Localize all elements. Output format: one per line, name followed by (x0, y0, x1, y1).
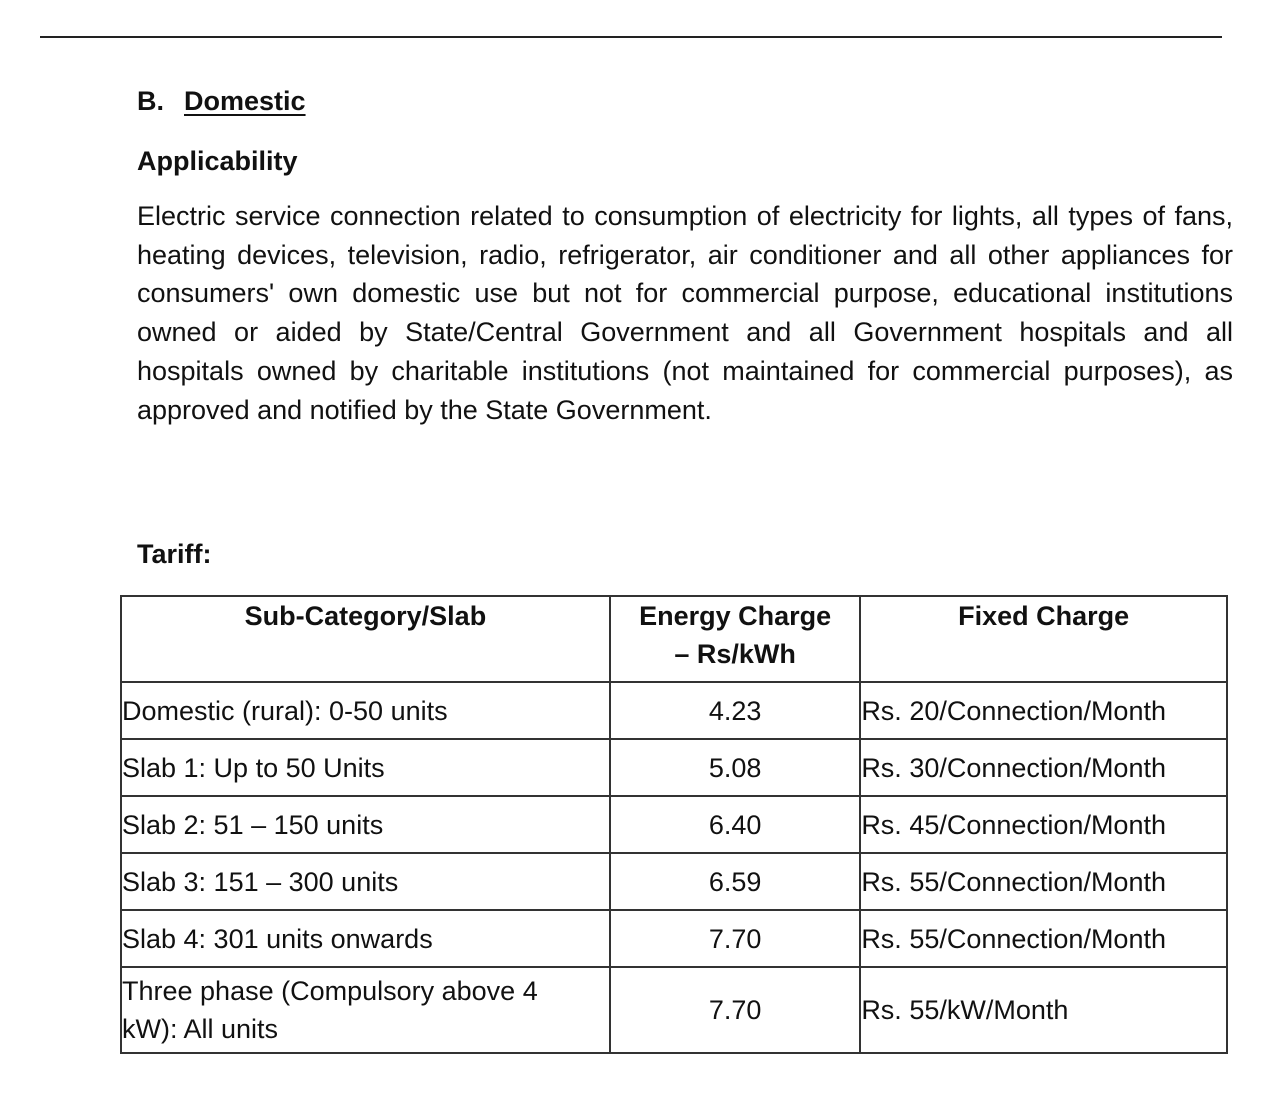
header-energy-line2: – Rs/kWh (674, 639, 796, 669)
top-rule (40, 36, 1222, 38)
row-fixed-charge: Rs. 55/kW/Month (860, 967, 1227, 1053)
section-letter: B. (137, 86, 164, 116)
row-category: Slab 4: 301 units onwards (121, 910, 610, 967)
row-category: Slab 1: Up to 50 Units (121, 739, 610, 796)
section-title: Domestic (184, 86, 306, 116)
header-energy-line1: Energy Charge (639, 601, 832, 631)
table-header-row (121, 596, 1227, 682)
row-category-line1: Three phase (Compulsory above 4 (122, 976, 538, 1006)
row-fixed-charge: Rs. 45/Connection/Month (860, 796, 1227, 853)
row-category: Slab 2: 51 – 150 units (121, 796, 610, 853)
row-energy-charge: 4.23 (610, 682, 860, 739)
header-energy-charge (610, 596, 860, 682)
header-fixed-charge: Fixed Charge (860, 596, 1227, 682)
applicability-text: Electric service connection related to consumption of electricity for lights, all types of fans, heating devices, television, radio, refrigerator, air conditioner and all other appliances for consumers' own domestic use but not for commercial purpose, educational institutions owned or aided by State/Central Government and all Government hospitals and all hospitals owned by charitable institutions (not maintained for commercial purposes), as approved and notified by the State Government. (137, 201, 1233, 425)
row-category (121, 967, 610, 1053)
row-energy-charge: 6.59 (610, 853, 860, 910)
row-fixed-charge: Rs. 55/Connection/Month (860, 853, 1227, 910)
row-category: Slab 3: 151 – 300 units (121, 853, 610, 910)
row-category: Domestic (rural): 0-50 units (121, 682, 610, 739)
row-energy-charge: 5.08 (610, 739, 860, 796)
table-row (121, 910, 1227, 967)
row-energy-charge: 7.70 (610, 910, 860, 967)
table-row (121, 682, 1227, 739)
header-sub-category: Sub-Category/Slab (121, 596, 610, 682)
table-row (121, 853, 1227, 910)
row-fixed-charge: Rs. 55/Connection/Month (860, 910, 1227, 967)
table-row (121, 967, 1227, 1053)
tariff-table (120, 595, 1228, 1054)
row-category-line2: kW): All units (122, 1014, 279, 1044)
row-fixed-charge: Rs. 20/Connection/Month (860, 682, 1227, 739)
row-fixed-charge: Rs. 30/Connection/Month (860, 739, 1227, 796)
table-row (121, 739, 1227, 796)
tariff-heading: Tariff: (137, 539, 212, 569)
section-heading (137, 86, 306, 117)
applicability-heading: Applicability (137, 146, 298, 176)
row-energy-charge: 7.70 (610, 967, 860, 1053)
table-row (121, 796, 1227, 853)
row-energy-charge: 6.40 (610, 796, 860, 853)
